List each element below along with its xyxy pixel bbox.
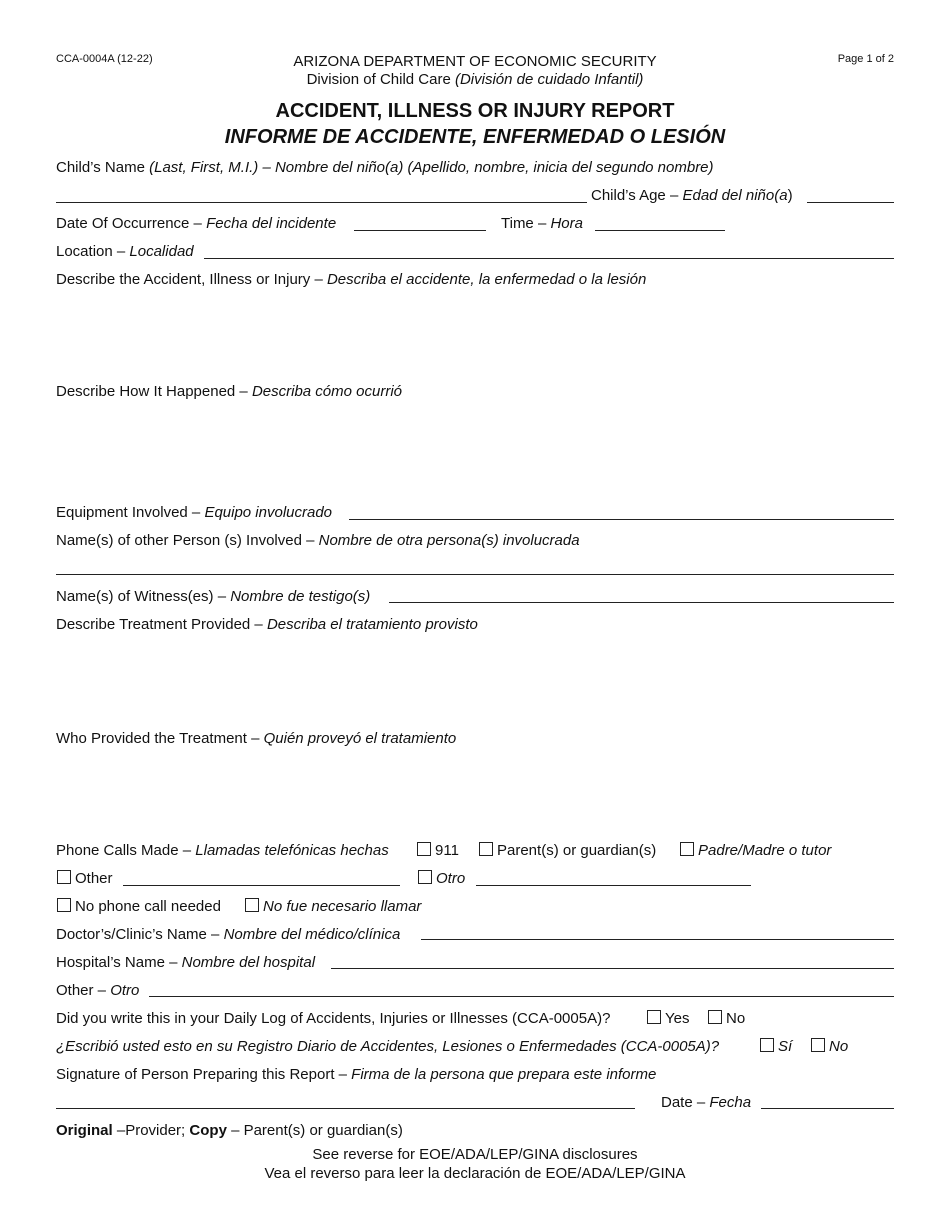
checkbox-log-si[interactable] — [760, 1038, 774, 1052]
child-age-field[interactable] — [807, 202, 894, 203]
checkbox-other[interactable] — [57, 870, 71, 884]
checkbox-parent[interactable] — [479, 842, 493, 856]
other-phone-es-field[interactable] — [476, 885, 751, 886]
log-question-es: ¿Escribió usted esto en su Registro Diario de Accidentes, Lesiones o Enfermedades (CCA-0005A)? — [56, 1038, 720, 1055]
log-question: Did you write this in your Daily Log of Accidents, Injuries or Illnesses (CCA-0005A)? — [56, 1010, 611, 1027]
who-label: Who Provided the Treatment – Quién proveyó el tratamiento — [56, 730, 457, 747]
location-field[interactable] — [204, 258, 894, 259]
witness-field[interactable] — [389, 602, 894, 603]
disclosure-note-es: Vea el reverso para leer la declaración de EOE/ADA/LEP/GINA — [264, 1165, 686, 1182]
checkbox-log-yes[interactable] — [647, 1010, 661, 1024]
option-none: No phone call needed — [57, 898, 221, 915]
time-label: Time – Hora — [501, 215, 583, 232]
log-si-option: Sí — [760, 1038, 792, 1055]
child-name-field[interactable] — [56, 202, 587, 203]
option-parent: Parent(s) or guardian(s) — [479, 842, 656, 859]
date-field[interactable] — [354, 230, 486, 231]
child-name-label: Child’s Name (Last, First, M.I.) – Nombre del niño(a) (Apellido, nombre, inicia del segundo nombre) — [56, 159, 714, 176]
others-label: Name(s) of other Person (s) Involved – Nombre de otra persona(s) involucrada — [56, 532, 580, 549]
equipment-field[interactable] — [349, 519, 894, 520]
form-id: CCA-0004A (12-22) — [56, 53, 153, 65]
log-no-es-option: No — [811, 1038, 848, 1055]
form-title-es: INFORME DE ACCIDENTE, ENFERMEDAD O LESIÓN — [224, 126, 726, 148]
form-title: ACCIDENT, ILLNESS OR INJURY REPORT — [275, 100, 675, 122]
other-label: Other – Otro — [56, 982, 140, 999]
page-number: Page 1 of 2 — [837, 53, 894, 65]
treatment-area[interactable] — [56, 636, 894, 728]
location-label: Location – Localidad — [56, 243, 194, 260]
option-other-es: Otro — [418, 870, 465, 887]
other-field[interactable] — [149, 996, 894, 997]
signature-field[interactable] — [56, 1108, 635, 1109]
time-field[interactable] — [595, 230, 725, 231]
option-none-es: No fue necesario llamar — [245, 898, 421, 915]
checkbox-parent-es[interactable] — [680, 842, 694, 856]
others-field[interactable] — [56, 574, 894, 575]
log-yes-option: Yes — [647, 1010, 689, 1027]
describe-area[interactable] — [56, 290, 894, 380]
distribution-note: Original –Provider; Copy – Parent(s) or guardian(s) — [56, 1122, 403, 1139]
hospital-field[interactable] — [331, 968, 894, 969]
checkbox-other-es[interactable] — [418, 870, 432, 884]
checkbox-log-no-es[interactable] — [811, 1038, 825, 1052]
who-area[interactable] — [56, 750, 894, 838]
checkbox-none-es[interactable] — [245, 898, 259, 912]
agency-name: ARIZONA DEPARTMENT OF ECONOMIC SECURITY — [293, 53, 657, 70]
checkbox-log-no[interactable] — [708, 1010, 722, 1024]
how-area[interactable] — [56, 402, 894, 502]
doctor-label: Doctor’s/Clinic’s Name – Nombre del médico/clínica — [56, 926, 401, 943]
log-no-option: No — [708, 1010, 745, 1027]
child-age-label: Child’s Age – Edad del niño(a) — [591, 187, 793, 204]
checkbox-none[interactable] — [57, 898, 71, 912]
other-phone-field[interactable] — [123, 885, 400, 886]
how-label: Describe How It Happened – Describa cómo ocurrió — [56, 383, 403, 400]
disclosure-note: See reverse for EOE/ADA/LEP/GINA disclosures — [312, 1146, 638, 1163]
hospital-label: Hospital’s Name – Nombre del hospital — [56, 954, 316, 971]
equipment-label: Equipment Involved – Equipo involucrado — [56, 504, 333, 521]
witness-label: Name(s) of Witness(es) – Nombre de testigo(s) — [56, 588, 371, 605]
treatment-label: Describe Treatment Provided – Describa el tratamiento provisto — [56, 616, 478, 633]
option-911: 911 — [417, 842, 459, 859]
option-other: Other — [57, 870, 113, 887]
signature-date-label: Date – Fecha — [661, 1094, 752, 1111]
describe-label: Describe the Accident, Illness or Injury – Describa el accidente, la enfermedad o la lesión — [56, 271, 647, 288]
checkbox-911[interactable] — [417, 842, 431, 856]
division-name: Division of Child Care (División de cuidado Infantil) — [306, 71, 644, 88]
signature-label: Signature of Person Preparing this Report – Firma de la persona que prepara este informe — [56, 1066, 657, 1083]
date-label: Date Of Occurrence – Fecha del incidente — [56, 215, 337, 232]
phone-label: Phone Calls Made – Llamadas telefónicas hechas — [56, 842, 389, 859]
doctor-field[interactable] — [421, 939, 894, 940]
signature-date-field[interactable] — [761, 1108, 894, 1109]
option-parent-es: Padre/Madre o tutor — [680, 842, 831, 859]
